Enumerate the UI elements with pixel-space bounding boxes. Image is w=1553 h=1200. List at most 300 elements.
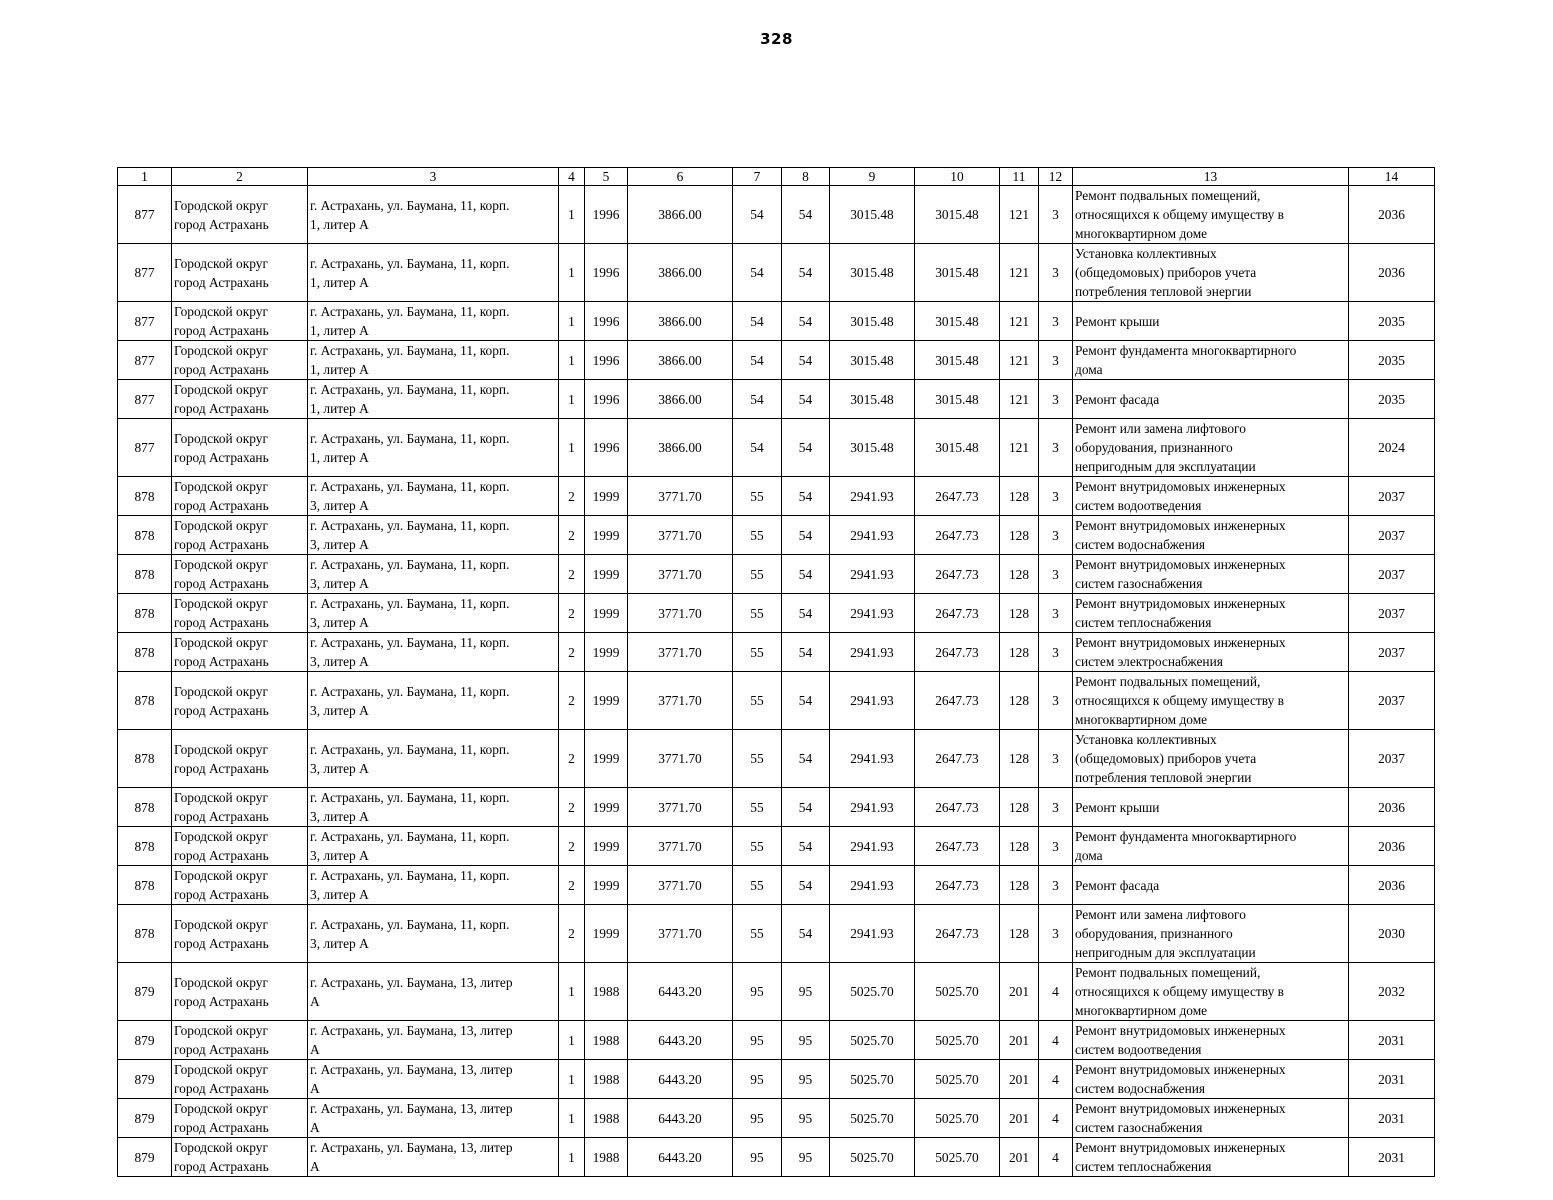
address-cell — [308, 477, 559, 516]
address-cell-line: 3, литер А — [310, 760, 369, 776]
col8-cell: 95 — [782, 1138, 830, 1177]
col7-cell: 55 — [733, 827, 782, 866]
work-type-cell-line: потребления тепловой энергии — [1075, 770, 1252, 785]
year-cell: 1999 — [585, 594, 628, 633]
col6-cell: 3771.70 — [628, 555, 733, 594]
col9-cell: 5025.70 — [830, 963, 915, 1021]
address-cell-line: г. Астрахань, ул. Баумана, 13, литер — [310, 974, 513, 990]
col12-cell: 3 — [1039, 905, 1073, 963]
col12-cell: 4 — [1039, 1021, 1073, 1060]
address-cell-line: 3, литер А — [310, 887, 369, 902]
municipality-cell — [172, 905, 308, 963]
address-cell-line: г. Астрахань, ул. Баумана, 13, литер — [310, 1023, 513, 1038]
page-number: 328 — [760, 30, 793, 48]
col4-cell: 2 — [559, 555, 585, 594]
col8-cell: 54 — [782, 905, 830, 963]
col10-cell: 3015.48 — [915, 419, 1000, 477]
work-type-cell-line: систем теплоснабжения — [1075, 1159, 1212, 1174]
col9-cell: 2941.93 — [830, 477, 915, 516]
municipality-cell-line: Городской округ — [174, 596, 268, 611]
table-row — [118, 244, 1435, 302]
address-cell — [308, 516, 559, 555]
house-number-cell: 879 — [118, 1138, 172, 1177]
col12-cell: 3 — [1039, 866, 1073, 905]
column-header: 6 — [628, 168, 733, 186]
municipality-cell — [172, 477, 308, 516]
planned-year-cell: 2037 — [1349, 730, 1435, 788]
col11-cell: 128 — [1000, 905, 1039, 963]
table-row — [118, 341, 1435, 380]
col8-cell: 95 — [782, 963, 830, 1021]
col6-cell: 3771.70 — [628, 594, 733, 633]
planned-year-cell: 2036 — [1349, 186, 1435, 244]
col9-cell: 3015.48 — [830, 186, 915, 244]
col12-cell: 3 — [1039, 244, 1073, 302]
house-number-cell: 877 — [118, 419, 172, 477]
col7-cell: 55 — [733, 594, 782, 633]
col11-cell: 121 — [1000, 419, 1039, 477]
col10-cell: 2647.73 — [915, 633, 1000, 672]
col10-cell: 2647.73 — [915, 905, 1000, 963]
address-cell — [308, 555, 559, 594]
municipality-cell — [172, 380, 308, 419]
col11-cell: 128 — [1000, 477, 1039, 516]
col11-cell: 128 — [1000, 516, 1039, 555]
municipality-cell-line: Городской округ — [174, 916, 268, 932]
year-cell: 1988 — [585, 963, 628, 1021]
col7-cell: 55 — [733, 516, 782, 555]
work-type-cell-line: Ремонт фасада — [1075, 391, 1160, 407]
planned-year-cell: 2037 — [1349, 594, 1435, 633]
table-row — [118, 1138, 1435, 1177]
work-type-cell-line: Ремонт внутридомовых инженерных — [1075, 596, 1286, 611]
col6-cell: 6443.20 — [628, 1060, 733, 1099]
house-number-cell: 879 — [118, 1099, 172, 1138]
work-type-cell-line: относящихся к общему имуществу в — [1075, 984, 1284, 999]
address-cell-line: А — [310, 1159, 320, 1174]
col8-cell: 54 — [782, 341, 830, 380]
work-type-cell-line: Ремонт внутридомовых инженерных — [1075, 635, 1286, 650]
col9-cell: 2941.93 — [830, 905, 915, 963]
column-header: 13 — [1073, 168, 1349, 186]
table-row — [118, 672, 1435, 730]
col10-cell: 3015.48 — [915, 341, 1000, 380]
address-cell — [308, 788, 559, 827]
col4-cell: 2 — [559, 477, 585, 516]
address-cell-line: 1, литер А — [310, 449, 369, 465]
col10-cell: 2647.73 — [915, 730, 1000, 788]
col6-cell: 3866.00 — [628, 419, 733, 477]
year-cell: 1988 — [585, 1021, 628, 1060]
work-type-cell — [1073, 730, 1349, 788]
work-type-cell-line: Ремонт внутридомовых инженерных — [1075, 557, 1286, 572]
col6-cell: 3866.00 — [628, 380, 733, 419]
work-type-cell — [1073, 866, 1349, 905]
table-header — [118, 168, 1435, 186]
col8-cell: 95 — [782, 1021, 830, 1060]
col4-cell: 1 — [559, 244, 585, 302]
house-number-cell: 878 — [118, 633, 172, 672]
planned-year-cell: 2032 — [1349, 963, 1435, 1021]
year-cell: 1996 — [585, 186, 628, 244]
work-type-cell-line: относящихся к общему имуществу в — [1075, 207, 1284, 222]
col10-cell: 3015.48 — [915, 244, 1000, 302]
address-cell-line: 1, литер А — [310, 323, 369, 338]
house-number-cell: 877 — [118, 341, 172, 380]
house-number-cell: 878 — [118, 516, 172, 555]
planned-year-cell: 2036 — [1349, 788, 1435, 827]
column-header: 5 — [585, 168, 628, 186]
address-cell-line: г. Астрахань, ул. Баумана, 11, корп. — [310, 790, 510, 805]
work-type-cell-line: Ремонт крыши — [1075, 799, 1160, 815]
address-cell-line: г. Астрахань, ул. Баумана, 11, корп. — [310, 557, 510, 572]
col12-cell: 3 — [1039, 341, 1073, 380]
col12-cell: 3 — [1039, 186, 1073, 244]
address-cell-line: г. Астрахань, ул. Баумана, 11, корп. — [310, 683, 510, 699]
planned-year-cell: 2031 — [1349, 1138, 1435, 1177]
municipality-cell-line: город Астрахань — [174, 576, 269, 591]
address-cell-line: А — [310, 1120, 320, 1135]
col6-cell: 3771.70 — [628, 633, 733, 672]
header-row — [118, 168, 1435, 186]
col12-cell: 3 — [1039, 788, 1073, 827]
work-type-cell-line: дома — [1075, 362, 1103, 377]
municipality-cell-line: город Астрахань — [174, 274, 269, 290]
col4-cell: 1 — [559, 963, 585, 1021]
col4-cell: 2 — [559, 672, 585, 730]
col10-cell: 2647.73 — [915, 672, 1000, 730]
col12-cell: 4 — [1039, 963, 1073, 1021]
address-cell — [308, 302, 559, 341]
col7-cell: 95 — [733, 1138, 782, 1177]
col8-cell: 54 — [782, 244, 830, 302]
col6-cell: 3771.70 — [628, 827, 733, 866]
col8-cell: 54 — [782, 827, 830, 866]
col12-cell: 3 — [1039, 380, 1073, 419]
col12-cell: 3 — [1039, 555, 1073, 594]
municipality-cell — [172, 555, 308, 594]
work-type-cell-line: Ремонт внутридомовых инженерных — [1075, 1101, 1286, 1116]
work-type-cell — [1073, 302, 1349, 341]
col4-cell: 2 — [559, 594, 585, 633]
col7-cell: 55 — [733, 477, 782, 516]
work-type-cell — [1073, 555, 1349, 594]
column-header: 4 — [559, 168, 585, 186]
planned-year-cell: 2030 — [1349, 905, 1435, 963]
address-cell — [308, 1138, 559, 1177]
year-cell: 1999 — [585, 633, 628, 672]
address-cell-line: г. Астрахань, ул. Баумана, 11, корп. — [310, 479, 510, 494]
year-cell: 1996 — [585, 244, 628, 302]
planned-year-cell: 2031 — [1349, 1021, 1435, 1060]
year-cell: 1999 — [585, 516, 628, 555]
municipality-cell — [172, 302, 308, 341]
col9-cell: 3015.48 — [830, 302, 915, 341]
col4-cell: 1 — [559, 1021, 585, 1060]
address-cell — [308, 1099, 559, 1138]
col7-cell: 54 — [733, 302, 782, 341]
col12-cell: 3 — [1039, 419, 1073, 477]
work-type-cell — [1073, 1021, 1349, 1060]
column-header: 1 — [118, 168, 172, 186]
col4-cell: 2 — [559, 905, 585, 963]
col11-cell: 128 — [1000, 555, 1039, 594]
house-number-cell: 878 — [118, 555, 172, 594]
address-cell-line: 3, литер А — [310, 654, 369, 669]
work-type-cell — [1073, 244, 1349, 302]
col11-cell: 201 — [1000, 963, 1039, 1021]
col4-cell: 1 — [559, 1099, 585, 1138]
house-number-cell: 877 — [118, 302, 172, 341]
year-cell: 1988 — [585, 1060, 628, 1099]
address-cell — [308, 186, 559, 244]
municipality-cell-line: город Астрахань — [174, 323, 269, 338]
col6-cell: 6443.20 — [628, 1099, 733, 1138]
col9-cell: 2941.93 — [830, 633, 915, 672]
work-type-cell-line: оборудования, признанного — [1075, 440, 1233, 455]
municipality-cell-line: Городской округ — [174, 741, 268, 757]
col12-cell: 3 — [1039, 477, 1073, 516]
col4-cell: 1 — [559, 419, 585, 477]
work-type-cell-line: систем водоснабжения — [1075, 537, 1206, 552]
year-cell: 1999 — [585, 477, 628, 516]
col9-cell: 2941.93 — [830, 866, 915, 905]
work-type-cell-line: непригодным для эксплуатации — [1075, 459, 1256, 474]
year-cell: 1996 — [585, 380, 628, 419]
col8-cell: 95 — [782, 1060, 830, 1099]
municipality-cell-line: город Астрахань — [174, 1081, 269, 1096]
address-cell-line: г. Астрахань, ул. Баумана, 11, корп. — [310, 197, 510, 213]
col11-cell: 201 — [1000, 1138, 1039, 1177]
col7-cell: 95 — [733, 1021, 782, 1060]
col7-cell: 95 — [733, 963, 782, 1021]
work-type-cell-line: Ремонт фундамента многоквартирного — [1075, 829, 1297, 844]
col10-cell: 2647.73 — [915, 477, 1000, 516]
address-cell-line: г. Астрахань, ул. Баумана, 11, корп. — [310, 518, 510, 533]
municipality-cell — [172, 1138, 308, 1177]
address-cell-line: 1, литер А — [310, 274, 369, 290]
work-type-cell — [1073, 1099, 1349, 1138]
municipality-cell-line: Городской округ — [174, 1023, 268, 1038]
year-cell: 1999 — [585, 905, 628, 963]
col9-cell: 5025.70 — [830, 1021, 915, 1060]
table-row — [118, 1099, 1435, 1138]
address-cell-line: А — [310, 993, 320, 1009]
municipality-cell — [172, 866, 308, 905]
address-cell-line: 3, литер А — [310, 498, 369, 513]
col6-cell: 6443.20 — [628, 963, 733, 1021]
col11-cell: 128 — [1000, 730, 1039, 788]
address-cell-line: 3, литер А — [310, 576, 369, 591]
col7-cell: 55 — [733, 672, 782, 730]
table-row — [118, 788, 1435, 827]
table-row — [118, 633, 1435, 672]
work-type-cell — [1073, 672, 1349, 730]
table-row — [118, 380, 1435, 419]
col12-cell: 3 — [1039, 672, 1073, 730]
address-cell — [308, 866, 559, 905]
col11-cell: 121 — [1000, 244, 1039, 302]
work-type-cell-line: Установка коллективных — [1075, 732, 1217, 747]
col7-cell: 54 — [733, 419, 782, 477]
col4-cell: 1 — [559, 186, 585, 244]
municipality-cell — [172, 1060, 308, 1099]
col8-cell: 54 — [782, 730, 830, 788]
year-cell: 1996 — [585, 302, 628, 341]
work-type-cell-line: оборудования, признанного — [1075, 926, 1233, 941]
work-type-cell — [1073, 633, 1349, 672]
col8-cell: 54 — [782, 866, 830, 905]
col8-cell: 54 — [782, 477, 830, 516]
address-cell — [308, 1060, 559, 1099]
address-cell-line: г. Астрахань, ул. Баумана, 11, корп. — [310, 635, 510, 650]
address-cell-line: 1, литер А — [310, 362, 369, 377]
house-number-cell: 878 — [118, 827, 172, 866]
work-type-cell — [1073, 380, 1349, 419]
col6-cell: 3771.70 — [628, 905, 733, 963]
work-type-cell-line: систем газоснабжения — [1075, 576, 1203, 591]
municipality-cell-line: город Астрахань — [174, 537, 269, 552]
work-type-cell-line: Ремонт или замена лифтового — [1075, 907, 1246, 922]
column-header: 2 — [172, 168, 308, 186]
table-row — [118, 419, 1435, 477]
col10-cell: 2647.73 — [915, 555, 1000, 594]
year-cell: 1999 — [585, 827, 628, 866]
table-row — [118, 594, 1435, 633]
work-type-cell — [1073, 477, 1349, 516]
col9-cell: 2941.93 — [830, 594, 915, 633]
address-cell-line: 1, литер А — [310, 401, 369, 416]
col6-cell: 3866.00 — [628, 186, 733, 244]
year-cell: 1988 — [585, 1138, 628, 1177]
col9-cell: 2941.93 — [830, 672, 915, 730]
column-header: 14 — [1349, 168, 1435, 186]
planned-year-cell: 2036 — [1349, 866, 1435, 905]
work-type-cell-line: многоквартирном доме — [1075, 226, 1208, 241]
municipality-cell — [172, 516, 308, 555]
col11-cell: 121 — [1000, 341, 1039, 380]
municipality-cell-line: город Астрахань — [174, 401, 269, 416]
col8-cell: 54 — [782, 633, 830, 672]
planned-year-cell: 2037 — [1349, 477, 1435, 516]
municipality-cell-line: Городской округ — [174, 635, 268, 650]
work-type-cell-line: систем газоснабжения — [1075, 1120, 1203, 1135]
col4-cell: 2 — [559, 730, 585, 788]
work-type-cell-line: непригодным для эксплуатации — [1075, 945, 1256, 960]
col4-cell: 1 — [559, 1060, 585, 1099]
work-type-cell-line: потребления тепловой энергии — [1075, 284, 1252, 299]
house-number-cell: 879 — [118, 1021, 172, 1060]
municipality-cell-line: город Астрахань — [174, 216, 269, 232]
table-row — [118, 963, 1435, 1021]
col12-cell: 3 — [1039, 730, 1073, 788]
col9-cell: 2941.93 — [830, 730, 915, 788]
municipality-cell-line: Городской округ — [174, 430, 268, 446]
table-row — [118, 905, 1435, 963]
col8-cell: 54 — [782, 555, 830, 594]
col10-cell: 2647.73 — [915, 788, 1000, 827]
municipality-cell — [172, 244, 308, 302]
municipality-cell-line: Городской округ — [174, 304, 268, 319]
address-cell-line: г. Астрахань, ул. Баумана, 11, корп. — [310, 868, 510, 883]
table-row — [118, 516, 1435, 555]
col6-cell: 6443.20 — [628, 1138, 733, 1177]
col10-cell: 5025.70 — [915, 1021, 1000, 1060]
house-number-cell: 878 — [118, 672, 172, 730]
col10-cell: 3015.48 — [915, 186, 1000, 244]
col7-cell: 55 — [733, 866, 782, 905]
year-cell: 1996 — [585, 419, 628, 477]
planned-year-cell: 2037 — [1349, 672, 1435, 730]
col11-cell: 201 — [1000, 1060, 1039, 1099]
address-cell — [308, 672, 559, 730]
year-cell: 1999 — [585, 866, 628, 905]
house-number-cell: 878 — [118, 866, 172, 905]
col8-cell: 54 — [782, 419, 830, 477]
address-cell-line: 3, литер А — [310, 848, 369, 863]
house-number-cell: 879 — [118, 963, 172, 1021]
municipality-cell-line: Городской округ — [174, 683, 268, 699]
work-type-cell-line: многоквартирном доме — [1075, 1003, 1208, 1018]
address-cell-line: г. Астрахань, ул. Баумана, 11, корп. — [310, 741, 510, 757]
municipality-cell — [172, 827, 308, 866]
col7-cell: 95 — [733, 1060, 782, 1099]
table-row — [118, 1021, 1435, 1060]
col9-cell: 3015.48 — [830, 419, 915, 477]
year-cell: 1996 — [585, 341, 628, 380]
municipality-cell — [172, 1099, 308, 1138]
planned-year-cell: 2037 — [1349, 516, 1435, 555]
house-number-cell: 878 — [118, 788, 172, 827]
municipality-cell-line: Городской округ — [174, 1062, 268, 1077]
municipality-cell — [172, 672, 308, 730]
work-type-cell — [1073, 516, 1349, 555]
col8-cell: 54 — [782, 302, 830, 341]
house-number-cell: 877 — [118, 244, 172, 302]
table-row — [118, 827, 1435, 866]
col10-cell: 5025.70 — [915, 963, 1000, 1021]
col6-cell: 3771.70 — [628, 516, 733, 555]
col11-cell: 201 — [1000, 1099, 1039, 1138]
work-type-cell — [1073, 594, 1349, 633]
col6-cell: 3771.70 — [628, 477, 733, 516]
municipality-cell — [172, 1021, 308, 1060]
col10-cell: 3015.48 — [915, 302, 1000, 341]
address-cell-line: 3, литер А — [310, 615, 369, 630]
col12-cell: 3 — [1039, 516, 1073, 555]
col7-cell: 54 — [733, 380, 782, 419]
address-cell — [308, 963, 559, 1021]
municipality-cell — [172, 633, 308, 672]
work-type-cell-line: систем водоотведения — [1075, 498, 1202, 513]
municipality-cell-line: город Астрахань — [174, 498, 269, 513]
table-row — [118, 186, 1435, 244]
house-number-cell: 879 — [118, 1060, 172, 1099]
work-type-cell-line: систем водоснабжения — [1075, 1081, 1206, 1096]
col9-cell: 3015.48 — [830, 244, 915, 302]
planned-year-cell: 2031 — [1349, 1060, 1435, 1099]
col4-cell: 1 — [559, 341, 585, 380]
municipality-cell-line: город Астрахань — [174, 654, 269, 669]
col7-cell: 55 — [733, 730, 782, 788]
col4-cell: 2 — [559, 827, 585, 866]
work-type-cell-line: систем электроснабжения — [1075, 654, 1223, 669]
municipality-cell-line: город Астрахань — [174, 848, 269, 863]
col9-cell: 5025.70 — [830, 1099, 915, 1138]
municipality-cell-line: город Астрахань — [174, 1159, 269, 1174]
work-type-cell-line: систем теплоснабжения — [1075, 615, 1212, 630]
address-cell-line: г. Астрахань, ул. Баумана, 11, корп. — [310, 304, 510, 319]
